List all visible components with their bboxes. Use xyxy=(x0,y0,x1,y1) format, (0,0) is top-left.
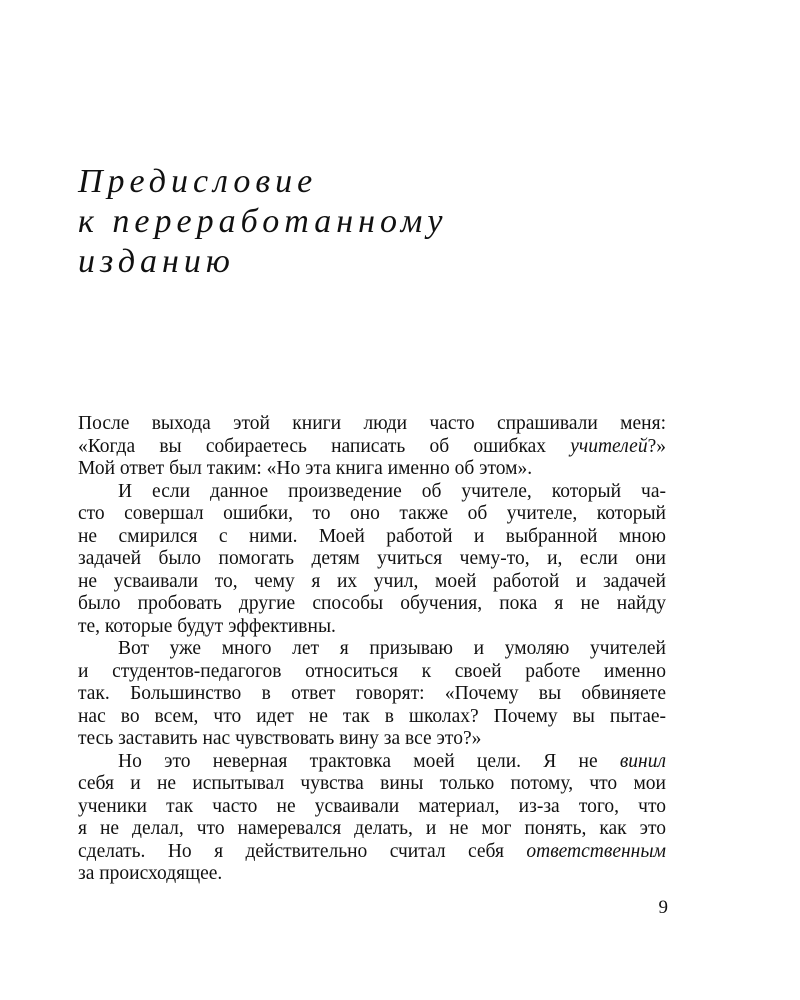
text-line: не усваивали то, чему я их учил, моей работой и задачей xyxy=(78,570,666,592)
chapter-title-line: к переработанному xyxy=(78,203,448,240)
text-line: я не делал, что намеревался делать, и не мог понять, как это xyxy=(78,818,666,839)
page-number: 9 xyxy=(658,897,668,918)
text-line: нас во всем, что идет не так в школах? Почему вы пытае- xyxy=(78,705,666,727)
text-line: И если данное произведение об учителе, который ча- xyxy=(118,480,666,502)
text-line: было пробовать другие способы обучения, пока я не найду xyxy=(78,593,666,614)
text-line: После выхода этой книги люди часто спрашивали меня: xyxy=(78,413,666,434)
emphasized-word: ответственным xyxy=(526,840,666,862)
text-line: тесь заставить нас чувствовать вину за все это?» xyxy=(78,728,482,749)
emphasized-word: винил xyxy=(619,750,666,772)
text-line: за происходящее. xyxy=(78,863,223,884)
text-line: сделать. Но я действительно считал себя ответственным xyxy=(78,840,666,862)
chapter-title xyxy=(78,162,678,282)
text-line: Мой ответ был таким: «Но эта книга именно об этом». xyxy=(78,458,533,479)
chapter-title-line: Предисловие xyxy=(78,163,318,200)
text-line: ученики так часто не усваивали материал, из-за того, что xyxy=(78,795,666,817)
text-line: Но это неверная трактовка моей цели. Я не винил xyxy=(118,750,666,772)
chapter-title-line: изданию xyxy=(78,243,235,280)
text-line: себя и не испытывал чувства вины только потому, что мои xyxy=(78,773,666,794)
body-text xyxy=(78,413,666,886)
emphasized-word: учителей xyxy=(570,435,648,457)
text-line: и студентов-педагогов относиться к своей работе именно xyxy=(78,660,666,682)
text-line: «Когда вы собираетесь написать об ошибках учителей?» xyxy=(78,435,666,457)
text-line: так. Большинство в ответ говорят: «Почему вы обвиняете xyxy=(78,683,666,704)
text-line: задачей было помогать детям учиться чему-то, и, если они xyxy=(78,548,666,569)
text-line: не смирился с ними. Моей работой и выбранной мною xyxy=(78,525,666,547)
text-line: те, которые будут эффективны. xyxy=(78,615,336,637)
text-line: сто совершал ошибки, то оно также об учителе, который xyxy=(78,503,666,524)
text-line: Вот уже много лет я призываю и умоляю учителей xyxy=(118,638,666,659)
